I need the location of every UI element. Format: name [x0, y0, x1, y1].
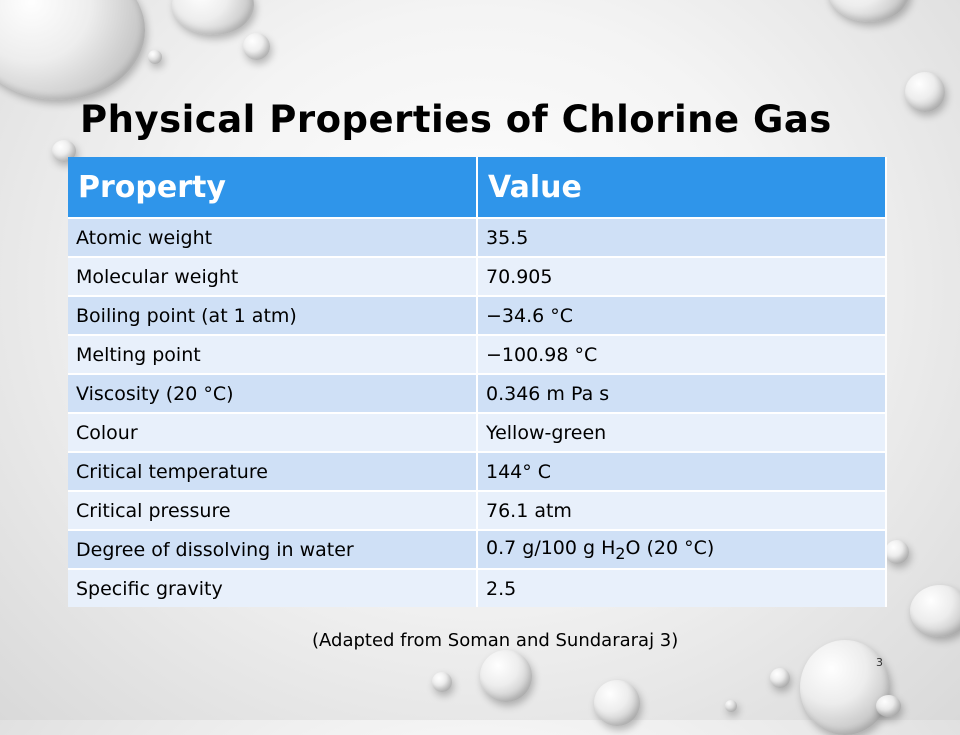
slide-title: Physical Properties of Chlorine Gas	[80, 98, 832, 141]
value-cell: −100.98 °C	[477, 335, 886, 374]
water-drop-decoration	[0, 0, 145, 100]
property-cell: Specific gravity	[68, 569, 477, 607]
table-row	[68, 335, 886, 374]
value-cell: 144° C	[477, 452, 886, 491]
table-row	[68, 218, 886, 257]
property-cell: Molecular weight	[68, 257, 477, 296]
table-row	[68, 257, 886, 296]
source-caption: (Adapted from Soman and Sundararaj 3)	[312, 630, 679, 651]
water-drop-decoration	[594, 680, 640, 726]
water-drop-decoration	[243, 33, 270, 60]
slide-number: 3	[876, 656, 883, 669]
water-drop-decoration	[828, 0, 910, 22]
value-cell: −34.6 °C	[477, 296, 886, 335]
value-cell: 35.5	[477, 218, 886, 257]
value-cell: 70.905	[477, 257, 886, 296]
column-header-value: Value	[477, 157, 886, 218]
property-cell: Degree of dissolving in water	[68, 530, 477, 569]
table-row	[68, 413, 886, 452]
table-row	[68, 530, 886, 569]
value-cell: 2.5	[477, 569, 886, 607]
property-cell: Colour	[68, 413, 477, 452]
water-drop-decoration	[770, 668, 790, 688]
table-row	[68, 569, 886, 607]
table-row	[68, 296, 886, 335]
water-drop-decoration	[885, 540, 909, 564]
column-header-property: Property	[68, 157, 477, 218]
table-header-row	[68, 157, 886, 218]
water-drop-decoration	[148, 50, 162, 64]
properties-table	[68, 157, 887, 607]
property-cell: Melting point	[68, 335, 477, 374]
water-drop-decoration	[905, 72, 945, 112]
property-cell: Atomic weight	[68, 218, 477, 257]
value-text: 0.7 g/100 g H	[486, 536, 616, 559]
value-cell: 0.346 m Pa s	[477, 374, 886, 413]
property-cell: Viscosity (20 °C)	[68, 374, 477, 413]
value-cell	[477, 530, 886, 569]
value-text: O (20 °C)	[625, 536, 715, 559]
value-cell: Yellow-green	[477, 413, 886, 452]
property-cell: Critical pressure	[68, 491, 477, 530]
property-cell: Critical temperature	[68, 452, 477, 491]
water-drop-decoration	[800, 640, 890, 735]
water-drop-decoration	[876, 695, 901, 717]
water-drop-decoration	[432, 672, 452, 692]
value-cell: 76.1 atm	[477, 491, 886, 530]
water-drop-decoration	[725, 700, 737, 712]
table-row	[68, 374, 886, 413]
property-cell: Boiling point (at 1 atm)	[68, 296, 477, 335]
water-drop-decoration	[172, 0, 254, 35]
table-row	[68, 491, 886, 530]
water-drop-decoration	[910, 585, 960, 637]
subscript-text: 2	[615, 543, 626, 563]
water-drop-decoration	[480, 650, 532, 702]
table-row	[68, 452, 886, 491]
